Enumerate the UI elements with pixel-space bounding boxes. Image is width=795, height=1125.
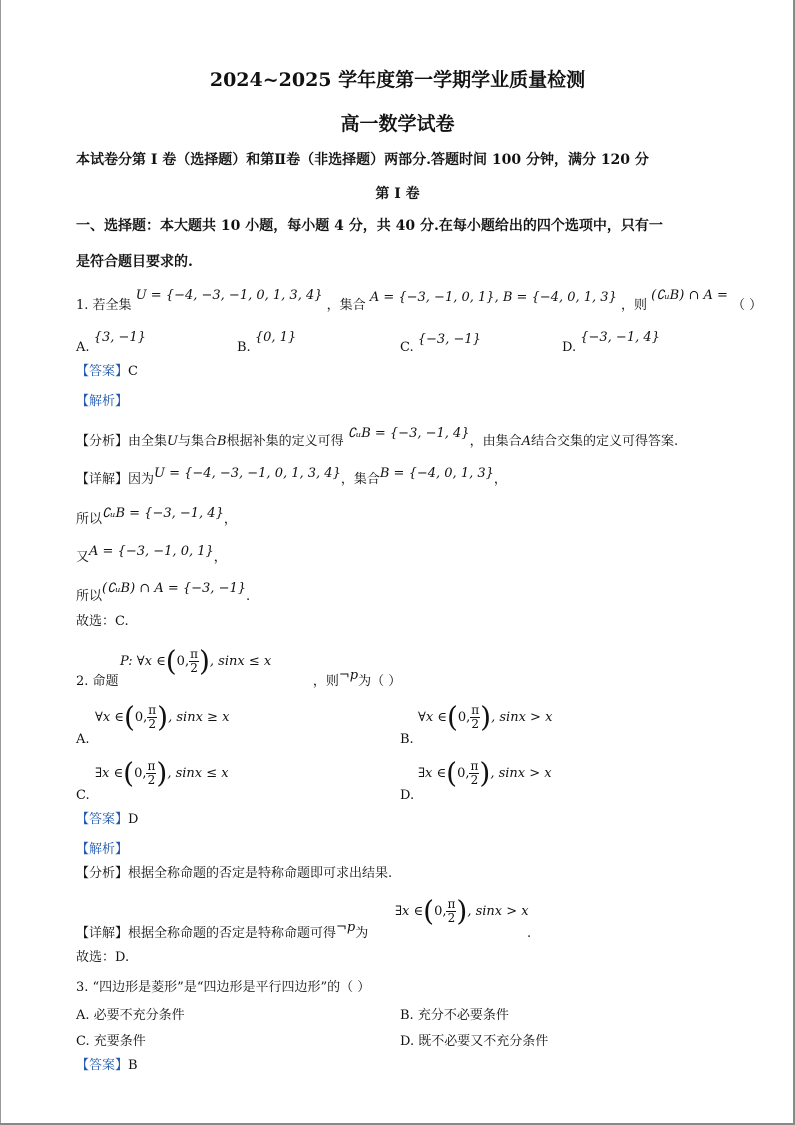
exam-title: 2024~2025 学年度第一学期学业质量检测 (209, 69, 586, 91)
q1-detail-1: 【详解】因为U = {−4, −3, −1, 0, 1, 3, 4}，集合B = {−4, 0, 1, 3}， (76, 466, 507, 487)
q2-conclusion: 故选：D. (76, 950, 130, 965)
q1-set-u: U = {−4, −3, −1, 0, 1, 3, 4} (135, 288, 323, 303)
q2-detail: 【详解】根据全称命题的否定是特称命题可得¬p为 (76, 920, 369, 941)
q1-conclusion: 故选：C. (76, 614, 129, 629)
q3-answer: 【答案】B (76, 1058, 138, 1073)
q1-detail-2: 所以∁ᵤB = {−3, −1, 4}， (76, 506, 237, 527)
section-heading-line2: 是符合题目要求的. (76, 254, 193, 270)
q1-expr: (∁ᵤB) ∩ A = (651, 288, 728, 303)
q3-option-b: B. 充分不必要条件 (400, 1008, 509, 1023)
q2-detail-end: . (527, 926, 532, 941)
section-heading-line1: 一、选择题：本大题共 10 小题，每小题 4 分，共 40 分.在每小题给出的四个选项中，只有一 (76, 218, 663, 234)
q2-option-c-label: C. (76, 788, 90, 803)
q2-option-c-expr: ∃x ∈(0, $\frac{\pi}{2}$ ), sinx ≤ x (95, 756, 229, 790)
q2-option-a-expr: ∀x ∈(0, $\frac{\pi}{2}$ ), sinx ≥ x (95, 700, 230, 734)
q1-set-ab: A = {−3, −1, 0, 1}, B = {−4, 0, 1, 3} (369, 290, 617, 305)
q2-fenxi: 【分析】根据全称命题的否定是特称命题即可求出结果. (76, 866, 393, 881)
exam-intro: 本试卷分第 I 卷（选择题）和第Ⅱ卷（非选择题）两部分.答题时间 100 分钟，满分 120 分 (76, 152, 649, 168)
q1-fenxi: 【分析】由全集U与集合B根据补集的定义可得 ∁ᵤB = {−3, −1, 4}，由集合A结合交集的定义可得答案. (76, 426, 679, 449)
q2-option-d-expr: ∃x ∈(0, $\frac{\pi}{2}$ ), sinx > x (418, 756, 552, 790)
exam-subtitle: 高一数学试卷 (340, 113, 455, 135)
q1-answer: 【答案】C (76, 364, 138, 379)
q1-detail-4: 所以(∁ᵤB) ∩ A = {−3, −1}. (76, 581, 251, 604)
volume-heading: 第 I 卷 (375, 186, 420, 202)
q2-option-a-label: A. (76, 732, 90, 747)
q1-option-a: A. {3, −1} (76, 330, 146, 355)
q3-option-d: D. 既不必要又不充分条件 (400, 1034, 549, 1049)
q2-analysis-label: 【解析】 (76, 842, 129, 857)
q2-option-d-label: D. (400, 788, 415, 803)
q1-stem: 1. 若全集 U = {−4, −3, −1, 0, 1, 3, 4} ，集合 A = {−3, −1, 0, 1}, B = {−4, 0, 1, 3} ，则 (∁ᵤB) ∩ A = （ ） (76, 288, 763, 313)
q2-stem: 2. 命题 ，则¬p为（ ） (76, 668, 402, 689)
q1-analysis-label: 【解析】 (76, 394, 129, 409)
q2-option-b-expr: ∀x ∈(0, $\frac{\pi}{2}$ ), sinx > x (418, 700, 553, 734)
q3-option-a: A. 必要不充分条件 (76, 1008, 185, 1023)
q2-option-b-label: B. (400, 732, 414, 747)
q2-detail-expr: ∃x ∈(0, $\frac{\pi}{2}$ ), sinx > x (395, 894, 529, 928)
q3-stem: 3. “四边形是菱形”是“四边形是平行四边形”的（ ） (76, 980, 371, 995)
q1-option-c: C. {−3, −1} (400, 332, 481, 355)
q1-option-b: B. {0, 1} (237, 330, 297, 355)
q2-proposition: P: ∀x ∈(0, $\frac{\pi}{2}$ ), sinx ≤ x (120, 644, 272, 678)
q1-option-d: D. {−3, −1, 4} (562, 330, 660, 355)
q3-option-c: C. 充要条件 (76, 1034, 146, 1049)
q1-detail-3: 又A = {−3, −1, 0, 1}， (76, 544, 227, 565)
q2-answer: 【答案】D (76, 812, 139, 827)
page-border-left (0, 0, 1, 1125)
